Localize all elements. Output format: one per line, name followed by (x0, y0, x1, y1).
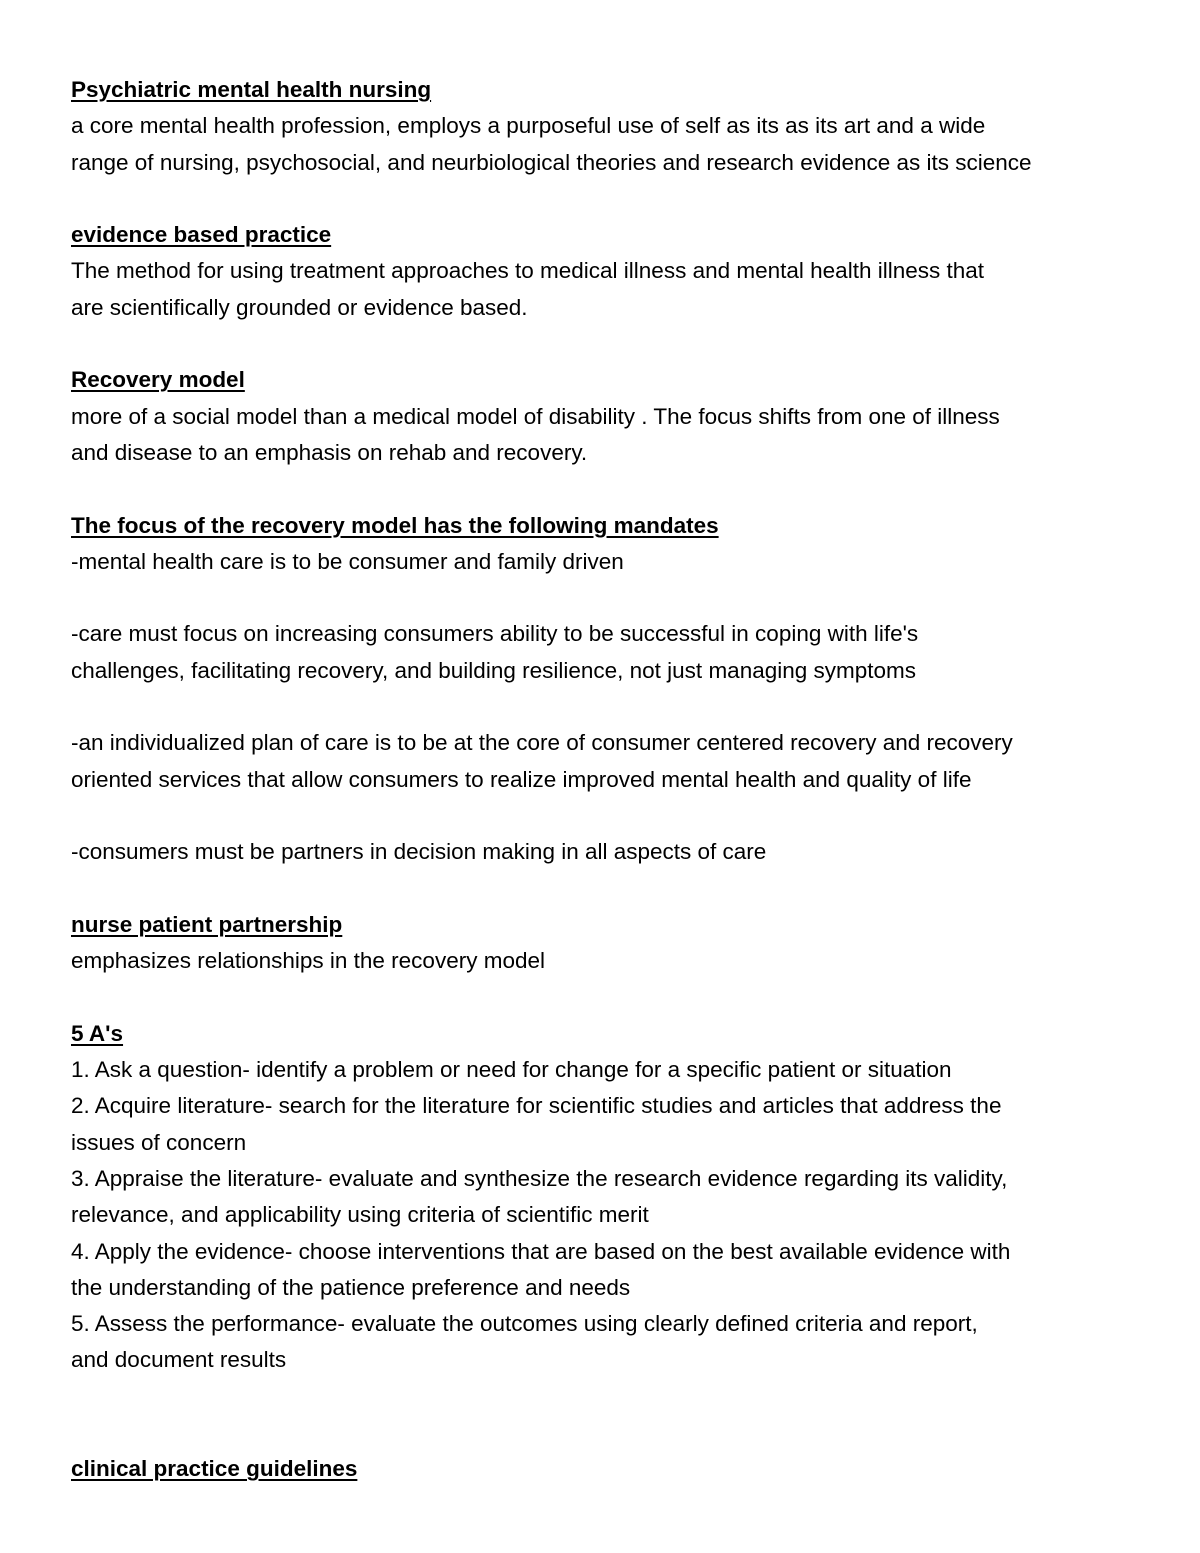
step-line: the understanding of the patience preference and needs (71, 1274, 631, 1300)
step-line: 4. Apply the evidence- choose interventions that are based on the best available evidence with (71, 1238, 1011, 1264)
mandate-line: -care must focus on increasing consumers ability to be successful in coping with life's (71, 621, 919, 647)
definition-line: emphasizes relationships in the recovery model (71, 948, 545, 974)
definition-line: and disease to an emphasis on rehab and recovery. (71, 439, 588, 465)
definition-line: are scientifically grounded or evidence based. (71, 294, 528, 320)
mandate-line: -mental health care is to be consumer and family driven (71, 548, 624, 574)
step-line: 2. Acquire literature- search for the literature for scientific studies and articles that address the (71, 1093, 1002, 1119)
term-heading-recovery-mandates: The focus of the recovery model has the following mandates (71, 512, 719, 538)
spacer (71, 689, 1141, 725)
term-heading-recovery-model: Recovery model (71, 367, 245, 393)
spacer (71, 1379, 1141, 1452)
step-line: 3. Appraise the literature- evaluate and synthesize the research evidence regarding its validity, (71, 1165, 1008, 1191)
definition-line: The method for using treatment approaches to medical illness and mental health illness that (71, 258, 985, 284)
document-page (71, 72, 1141, 1488)
spacer (71, 471, 1141, 507)
mandate-line: oriented services that allow consumers to realize improved mental health and quality of life (71, 766, 972, 792)
term-heading-nurse-patient-partnership: nurse patient partnership (71, 911, 343, 937)
step-line: 1. Ask a question- identify a problem or need for change for a specific patient or situation (71, 1057, 952, 1083)
spacer (71, 979, 1141, 1015)
mandate-line: -consumers must be partners in decision making in all aspects of care (71, 839, 767, 865)
definition-line: range of nursing, psychosocial, and neurbiological theories and research evidence as its science (71, 149, 1032, 175)
spacer (71, 871, 1141, 907)
step-line: 5. Assess the performance- evaluate the outcomes using clearly defined criteria and report, (71, 1311, 978, 1337)
mandate-line: -an individualized plan of care is to be at the core of consumer centered recovery and recovery (71, 730, 1013, 756)
spacer (71, 798, 1141, 834)
spacer (71, 326, 1141, 362)
term-heading-evidence-based-practice: evidence based practice (71, 222, 332, 248)
step-line: relevance, and applicability using criteria of scientific merit (71, 1202, 649, 1228)
step-line: and document results (71, 1347, 287, 1373)
term-heading-clinical-practice-guidelines: clinical practice guidelines (71, 1456, 358, 1482)
spacer (71, 580, 1141, 616)
term-heading-psychiatric-nursing: Psychiatric mental health nursing (71, 77, 432, 102)
definition-line: a core mental health profession, employs a purposeful use of self as its as its art and a wide (71, 113, 986, 139)
mandate-line: challenges, facilitating recovery, and building resilience, not just managing symptoms (71, 657, 917, 683)
spacer (71, 181, 1141, 217)
step-line: issues of concern (71, 1129, 247, 1155)
term-heading-5-as: 5 A's (71, 1020, 124, 1046)
definition-line: more of a social model than a medical model of disability . The focus shifts from one of illness (71, 403, 1000, 429)
